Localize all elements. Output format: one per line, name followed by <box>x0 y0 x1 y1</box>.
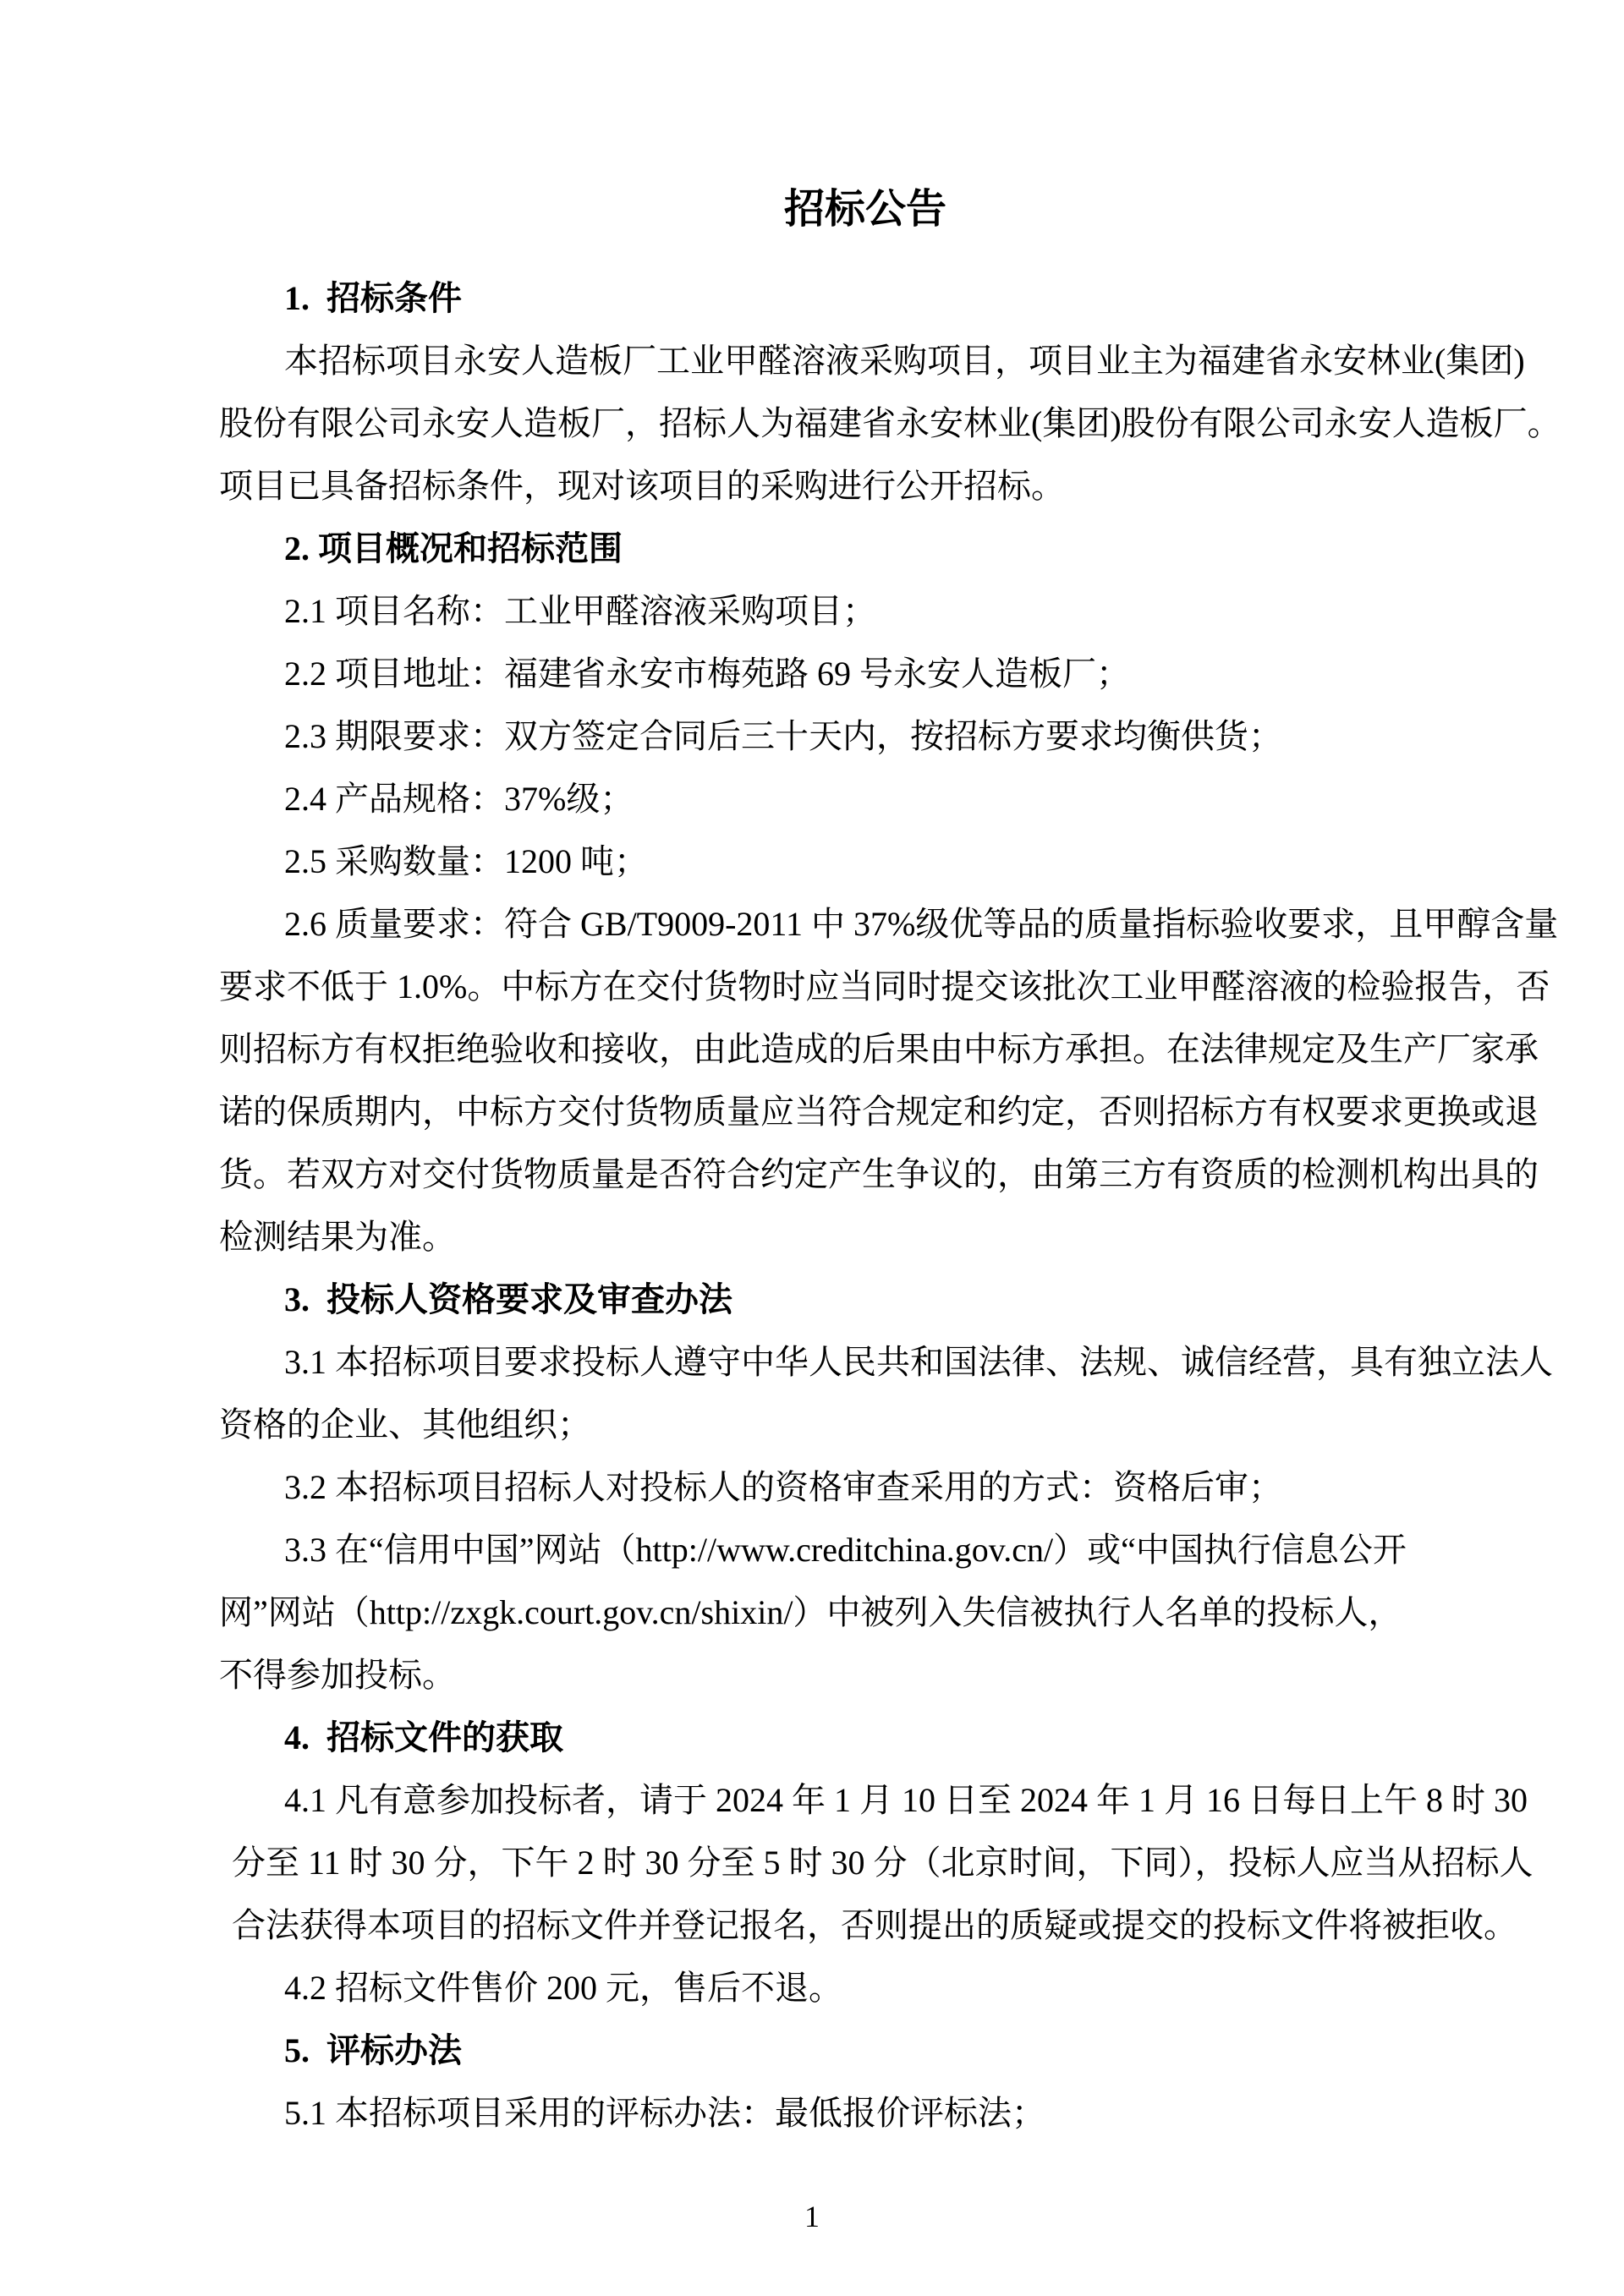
doc-line: 4.2 招标文件售价 200 元，售后不退。 <box>284 1969 842 2007</box>
doc-line: 分至 11 时 30 分，下午 2 时 30 分至 5 时 30 分（北京时间，下同），投标人应当从招标人 <box>232 1844 1533 1882</box>
section-heading: 3. 投标人资格要求及审查办法 <box>284 1280 732 1318</box>
doc-line: 5.1 本招标项目采用的评标办法：最低报价评标法； <box>284 2094 1045 2132</box>
section-heading: 2. 项目概况和招标范围 <box>284 529 623 567</box>
doc-line: 本招标项目永安人造板厂工业甲醛溶液采购项目，项目业主为福建省永安林业(集团) <box>284 342 1525 380</box>
doc-line: 项目已具备招标条件，现对该项目的采购进行公开招标。 <box>219 467 1065 505</box>
doc-line: 货。若双方对交付货物质量是否符合约定产生争议的，由第三方有资质的检测机构出具的 <box>219 1155 1539 1193</box>
page-number: 1 <box>804 2200 820 2233</box>
document-title: 招标公告 <box>783 187 946 232</box>
doc-line: 3.1 本招标项目要求投标人遵守中华人民共和国法律、法规、诚信经营，具有独立法人 <box>284 1343 1553 1381</box>
doc-line: 诺的保质期内，中标方交付货物质量应当符合规定和约定，否则招标方有权要求更换或退 <box>219 1093 1539 1131</box>
doc-line: 则招标方有权拒绝验收和接收，由此造成的后果由中标方承担。在法律规定及生产厂家承 <box>219 1030 1539 1068</box>
doc-line: 2.6 质量要求：符合 GB/T9009-2011 中 37%级优等品的质量指标验收要求，且甲醇含量 <box>284 905 1559 943</box>
doc-line: 3.2 本招标项目招标人对投标人的资格审查采用的方式：资格后审； <box>284 1468 1282 1506</box>
doc-line: 检测结果为准。 <box>219 1218 456 1256</box>
doc-line: 不得参加投标。 <box>219 1656 456 1694</box>
document-text-block <box>219 267 1561 2145</box>
doc-line: 2.1 项目名称：工业甲醛溶液采购项目； <box>284 592 876 630</box>
doc-line: 2.3 期限要求：双方签定合同后三十天内，按招标方要求均衡供货； <box>284 717 1282 755</box>
doc-line: 4.1 凡有意参加投标者，请于 2024 年 1 月 10 日至 2024 年 1 月 16 日每日上午 8 时 30 <box>284 1781 1528 1819</box>
doc-line: 3.3 在“信用中国”网站（http://www.creditchina.gov.cn/）或“中国执行信息公开 <box>284 1531 1407 1569</box>
doc-line: 2.5 采购数量：1200 吨； <box>284 842 648 880</box>
doc-line: 网”网站（http://zxgk.court.gov.cn/shixin/）中被列入失信被执行人名单的投标人， <box>219 1593 1402 1631</box>
doc-line: 2.2 项目地址：福建省永安市梅苑路 69 号永安人造板厂； <box>284 655 1130 693</box>
doc-line: 合法获得本项目的招标文件并登记报名，否则提出的质疑或提交的投标文件将被拒收。 <box>232 1906 1517 1944</box>
section-heading: 4. 招标文件的获取 <box>284 1718 563 1756</box>
doc-line: 股份有限公司永安人造板厂，招标人为福建省永安林业(集团)股份有限公司永安人造板厂。 <box>219 404 1561 442</box>
doc-line: 要求不低于 1.0%。中标方在交付货物时应当同时提交该批次工业甲醛溶液的检验报告，否 <box>219 967 1550 1006</box>
doc-line: 资格的企业、其他组织； <box>219 1406 591 1444</box>
section-heading: 1. 招标条件 <box>284 279 462 317</box>
doc-line: 2.4 产品规格：37%级； <box>284 780 634 818</box>
section-heading: 5. 评标办法 <box>284 2031 462 2069</box>
